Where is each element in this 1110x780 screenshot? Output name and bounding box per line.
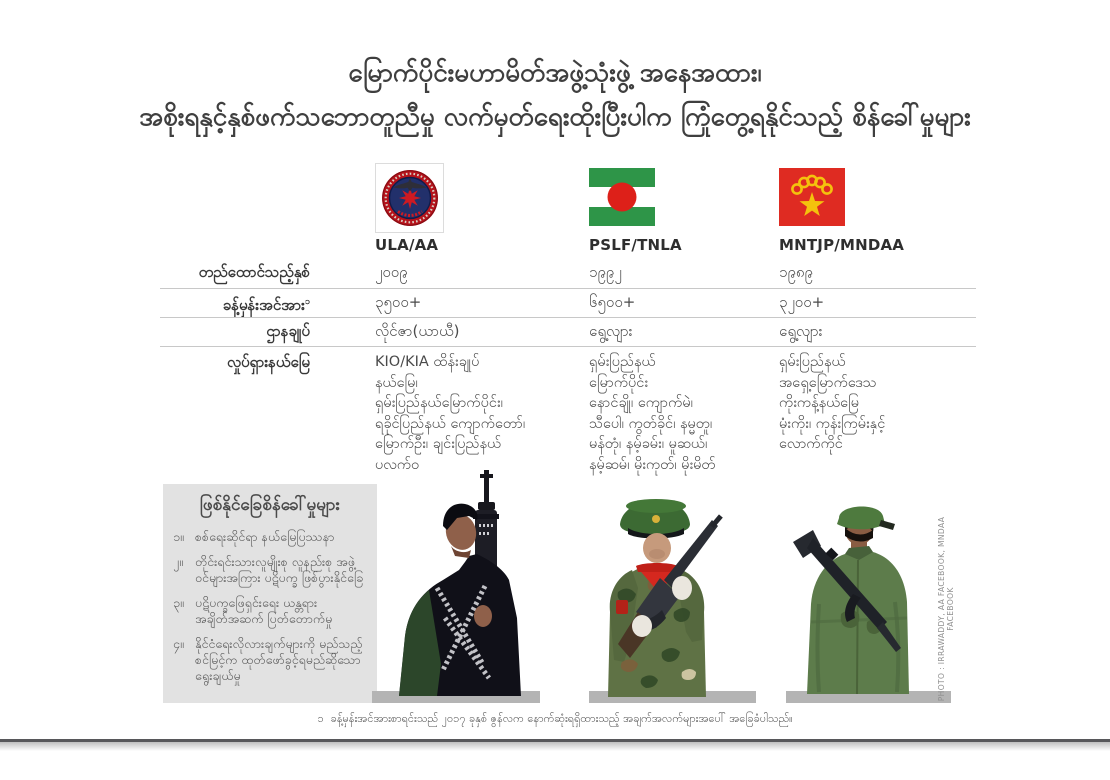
strength-tnla: ၆၅၀၀+ bbox=[589, 293, 636, 311]
area-line: မြောက်ဦး၊ ချင်းပြည်နယ် bbox=[375, 436, 502, 452]
challenge-item-text: တိုင်းရင်းသားလူမျိုးစု လူနည်းစု အဖွဲ့ဝင်များအကြား ပဋိပက္ခ ဖြစ်ပွားနိုင်ခြေ bbox=[195, 554, 364, 585]
founded-tnla: ၁၉၉၂ bbox=[589, 263, 622, 281]
pslf-tnla-flag-icon bbox=[589, 168, 655, 226]
ula-aa-logo bbox=[375, 163, 444, 233]
founded-mndaa: ၁၉၈၉ bbox=[779, 263, 813, 281]
area-line: မုံးကိုး၊ ကုန်းကြမ်းနှင့် bbox=[779, 415, 886, 432]
org-name-pslf-tnla: PSLF/TNLA bbox=[589, 236, 682, 254]
area-line: ကိုးကန့်နယ်မြေ bbox=[779, 395, 860, 411]
row-label-strength-text: ခန့်မှန်းအင်အား bbox=[222, 296, 305, 314]
footnote-text: ခန့်မှန်းအင်အားစာရင်းသည် ၂၀၁၇ ခုနှစ် ဇွန်လက နောက်ဆုံးရရှိထားသည့် အချက်အလက်များအပေါ် အခြေခံပါသည်။ bbox=[330, 712, 793, 725]
challenge-item bbox=[173, 636, 367, 684]
challenges-box-title: ဖြစ်နိုင်ခြေစိန်ခေါ်မှုများ bbox=[200, 495, 340, 515]
area-line: ပလက်ဝ bbox=[375, 456, 420, 473]
area-line: နမ့်ဆမ်၊ မိုးကုတ်၊ မိုးမိတ် bbox=[589, 456, 716, 473]
row-label-areas: လှုပ်ရှားနယ်မြေ bbox=[226, 353, 310, 371]
table-divider-1 bbox=[160, 288, 976, 289]
area-line: ရှမ်းပြည်နယ်မြောက်ပိုင်း၊ bbox=[375, 395, 503, 411]
challenge-item bbox=[173, 554, 367, 586]
hq-tnla: ရွေ့လျား bbox=[589, 322, 633, 340]
area-line: အရှေ့မြောက်ဒေသ bbox=[779, 374, 877, 391]
pslf-tnla-soldier-image bbox=[578, 492, 738, 697]
mntjp-mndaa-soldier-image bbox=[783, 494, 933, 694]
ula-aa-soldier-image bbox=[385, 468, 543, 696]
area-line: ရခိုင်ပြည်နယ် ကျောက်တော်၊ bbox=[375, 415, 526, 432]
founded-ula: ၂၀၀၉ bbox=[375, 263, 408, 281]
org-name-mntjp-mndaa: MNTJP/MNDAA bbox=[779, 236, 905, 254]
challenge-item-text: နိုင်ငံရေးလိုလားချက်များကို မည်သည့် စင်မြင့်က ထုတ်ဖော်ခွင့်ရမည်ဆိုသော ရွေးချယ်မှု bbox=[195, 636, 363, 683]
challenge-item-text: စစ်ရေးဆိုင်ရာ နယ်မြေပြဿနာ bbox=[195, 529, 335, 544]
soldier-photo-mntjp-mndaa bbox=[783, 494, 933, 698]
challenge-item bbox=[173, 529, 367, 545]
footnote-mark: ၁ bbox=[317, 712, 324, 725]
hq-mndaa: ရွေ့လျား bbox=[779, 322, 823, 340]
page-title-line-1: မြောက်ပိုင်းမဟာမိတ်အဖွဲ့သုံးဖွဲ့ အနေအထား၊ bbox=[348, 58, 762, 88]
area-line: မြောက်ပိုင်း bbox=[589, 374, 649, 391]
mntjp-mndaa-flag bbox=[779, 168, 845, 230]
areas-ula bbox=[375, 352, 575, 475]
area-line: KIO/KIA ထိန်းချုပ် bbox=[375, 354, 480, 370]
pslf-tnla-flag bbox=[589, 168, 655, 230]
soldier-photo-pslf-tnla bbox=[578, 492, 738, 701]
page-bottom-shadow bbox=[0, 742, 1110, 751]
challenge-item-text: ပဋိပက္ခဖြေရှင်းရေး ယန္တရား အချိတ်အဆက် ပြတ်တောက်မှု bbox=[195, 595, 333, 626]
challenge-item-number: ၂။ bbox=[173, 554, 183, 569]
hq-ula: လိုင်ဇာ(ယာယီ) bbox=[375, 322, 460, 340]
challenge-item bbox=[173, 595, 367, 627]
arakan-army-emblem-icon bbox=[380, 168, 440, 228]
table-divider-3 bbox=[160, 346, 976, 347]
org-name-ula-aa: ULA/AA bbox=[375, 236, 439, 254]
challenge-item-number: ၄။ bbox=[173, 636, 184, 651]
areas-tnla bbox=[589, 352, 789, 475]
area-line: ရှမ်းပြည်နယ် bbox=[779, 354, 846, 370]
area-line: နောင်ချို၊ ကျောက်မဲ၊ bbox=[589, 395, 693, 411]
mntjp-mndaa-flag-icon bbox=[779, 168, 845, 226]
area-line: မန်တုံ၊ နမ့်ခမ်း၊ မူဆယ်၊ bbox=[589, 436, 708, 452]
row-label-hq: ဌာနချုပ် bbox=[266, 322, 310, 340]
soldier-photo-ula-aa bbox=[385, 468, 543, 700]
table-divider-2 bbox=[160, 317, 976, 318]
challenge-item-number: ၃။ bbox=[173, 595, 184, 610]
row-label-founded: တည်ထောင်သည့်နှစ် bbox=[198, 263, 310, 281]
challenge-item-number: ၁။ bbox=[173, 529, 184, 544]
photo-credit: PHOTO : IRRAWADDY, AA FACEBOOK, MNDAA FACEBOOK bbox=[937, 516, 955, 702]
area-line: နယ်မြေ၊ bbox=[375, 374, 418, 391]
areas-mndaa bbox=[779, 352, 979, 455]
strength-ula: ၃၅၀၀+ bbox=[375, 293, 422, 311]
strength-mndaa: ၃၂၀၀+ bbox=[779, 293, 825, 311]
challenges-box bbox=[163, 484, 377, 703]
challenges-list bbox=[163, 519, 377, 684]
area-line: သီပေါ၊ ကွတ်ခိုင်၊ နမ္မတူ၊ bbox=[589, 415, 713, 432]
area-line: ရှမ်းပြည်နယ် bbox=[589, 354, 656, 370]
row-label-strength bbox=[60, 292, 310, 315]
area-line: လောက်ကိုင် bbox=[779, 436, 843, 452]
strength-footnote-mark: ၁ bbox=[304, 297, 310, 307]
page-title-line-2: အစိုးရနှင့်နှစ်ဖက်သဘောတူညီမှု လက်မှတ်ရေးထိုးပြီးပါက ကြုံတွေ့ရနိုင်သည့် စိန်ခေါ်မှုများ bbox=[139, 102, 971, 132]
